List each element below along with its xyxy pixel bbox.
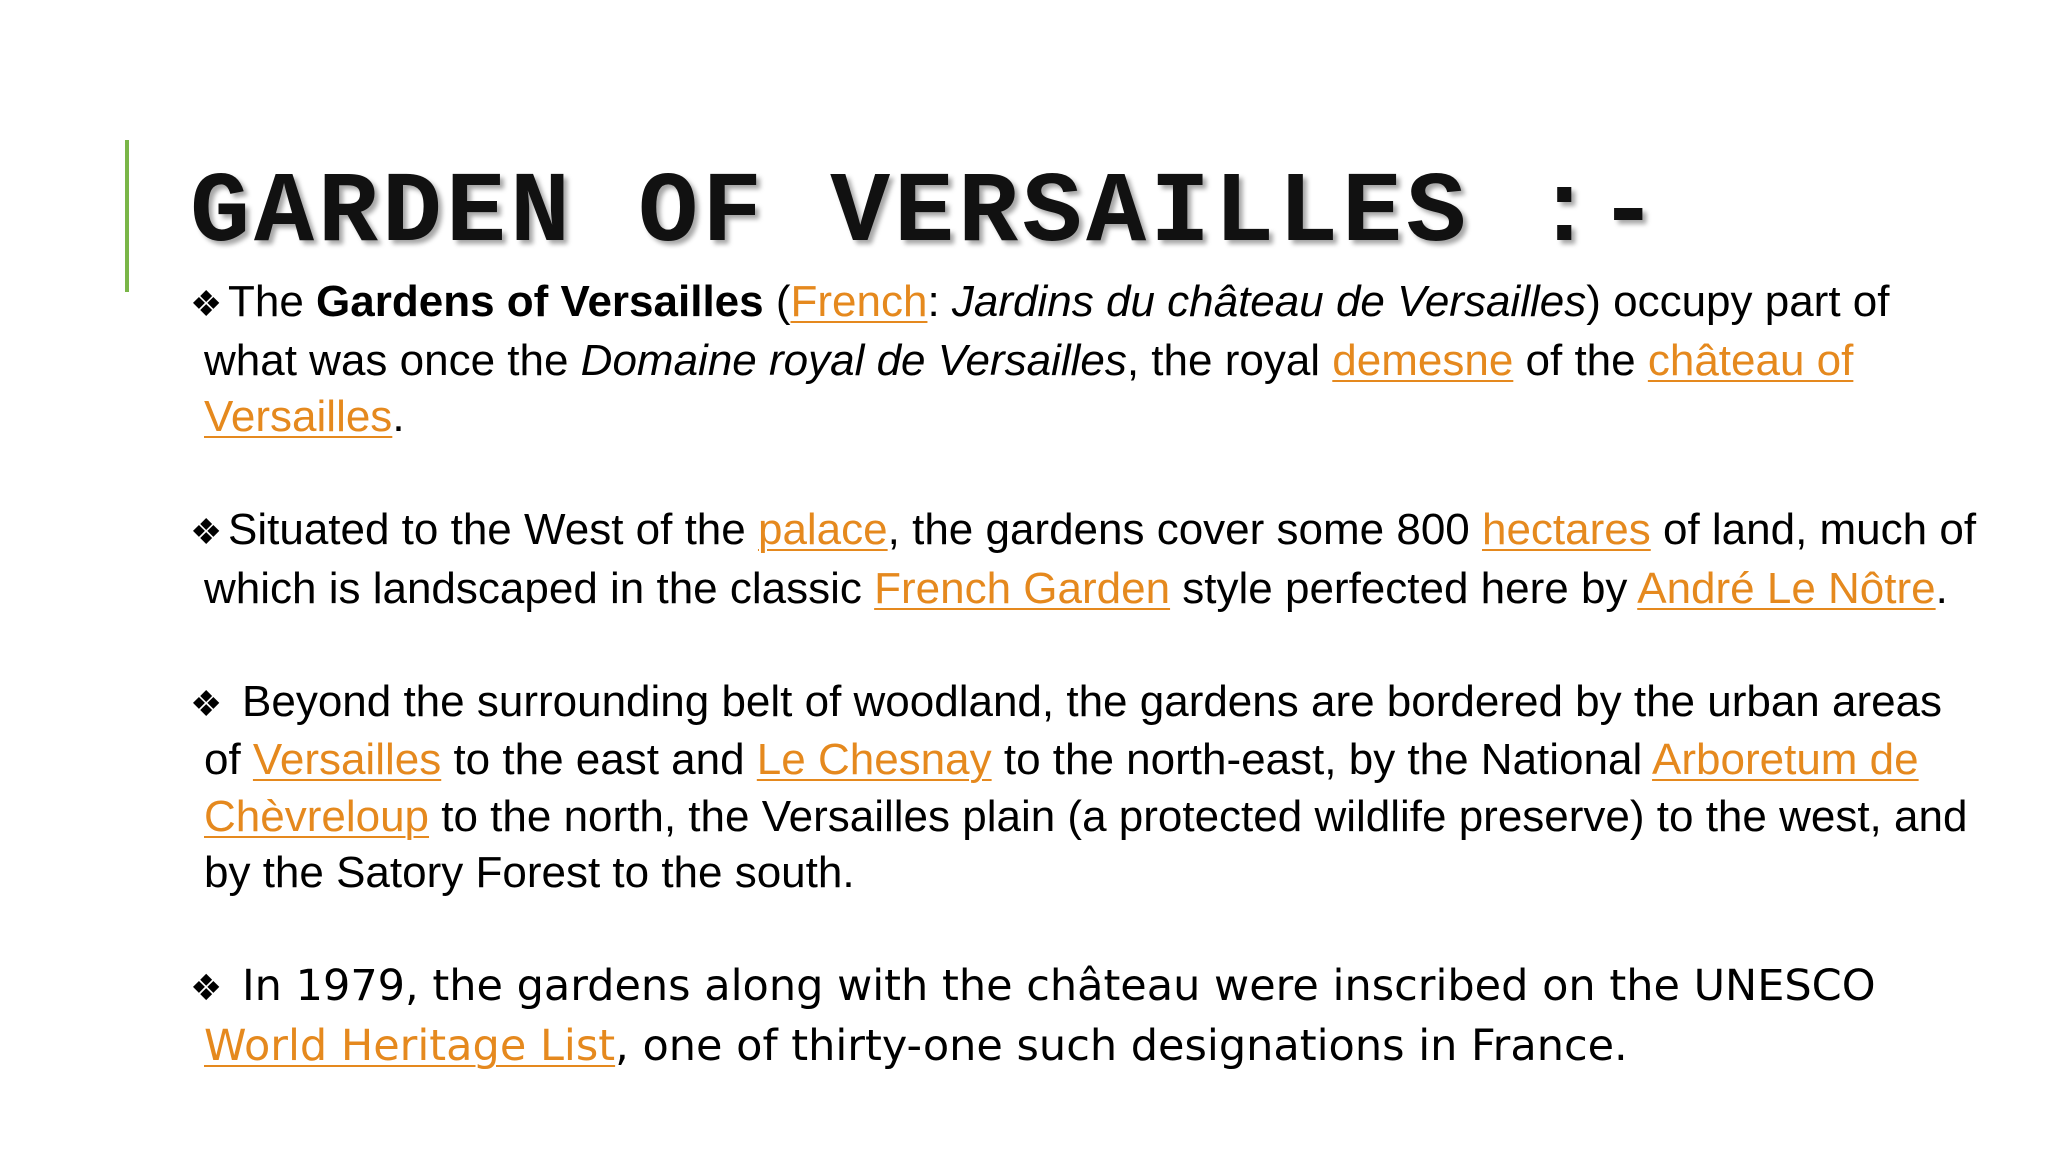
bullet-text: Beyond the surrounding belt of woodland, the gardens are bordered by the urban areas of bbox=[204, 676, 1943, 784]
bullet-text: In 1979, the gardens along with the château were inscribed on the UNESCO bbox=[242, 961, 1876, 1011]
diamond-bullet-icon: ❖ bbox=[190, 511, 223, 552]
bullet-text-bold: Gardens of Versailles bbox=[316, 277, 764, 326]
bullet-item-location bbox=[190, 502, 1990, 617]
bullet-text: ( bbox=[763, 277, 791, 326]
link-world-heritage-list[interactable]: World Heritage List bbox=[204, 1020, 616, 1071]
bullet-text: Situated to the West of the bbox=[228, 505, 758, 554]
link-chateau-of-versailles[interactable]: château of Versailles bbox=[204, 335, 1854, 441]
bullet-list bbox=[190, 274, 1990, 1074]
diamond-bullet-icon: ❖ bbox=[190, 968, 223, 1009]
bullet-text-italic: Domaine royal de Versailles bbox=[580, 335, 1127, 385]
slide-title: GARDEN OF VERSAILLES :- bbox=[190, 158, 1663, 271]
title-accent-bar bbox=[125, 140, 129, 292]
link-versailles[interactable]: Versailles bbox=[252, 735, 442, 784]
link-andre-le-notre[interactable]: André Le Nôtre bbox=[1637, 563, 1936, 613]
bullet-text: , one of thirty-one such designations in France. bbox=[615, 1020, 1628, 1071]
bullet-text: : bbox=[927, 277, 952, 326]
bullet-text: of land, much of which is landscaped in the classic bbox=[204, 505, 1977, 613]
bullet-text: style perfected here by bbox=[1170, 563, 1638, 613]
link-arboretum-de-chevreloup[interactable]: Arboretum de Chèvreloup bbox=[204, 735, 1919, 841]
diamond-bullet-icon: ❖ bbox=[190, 283, 223, 324]
bullet-text: ) occupy part of what was once the bbox=[204, 277, 1890, 385]
bullet-text: The bbox=[228, 277, 317, 326]
bullet-text: , the gardens cover some 800 bbox=[887, 505, 1482, 554]
link-palace[interactable]: palace bbox=[757, 505, 888, 554]
bullet-item-borders bbox=[190, 674, 1990, 902]
link-french-garden[interactable]: French Garden bbox=[874, 563, 1171, 613]
diamond-bullet-icon: ❖ bbox=[190, 682, 223, 724]
bullet-text: . bbox=[392, 392, 405, 441]
bullet-text: . bbox=[1935, 563, 1948, 613]
link-demesne[interactable]: demesne bbox=[1332, 335, 1514, 385]
link-le-chesnay[interactable]: Le Chesnay bbox=[756, 735, 992, 784]
bullet-text: of the bbox=[1513, 335, 1648, 385]
bullet-text: , the royal bbox=[1126, 335, 1333, 385]
link-french[interactable]: French bbox=[790, 277, 928, 326]
bullet-text: to the north, the Versailles plain (a protected wildlife preserve) to the west, and by the Satory Forest to the south. bbox=[204, 791, 1968, 897]
link-hectares[interactable]: hectares bbox=[1481, 505, 1651, 554]
bullet-item-unesco bbox=[190, 958, 1990, 1074]
bullet-text: to the north-east, by the National bbox=[991, 735, 1653, 784]
bullet-text: to the east and bbox=[441, 735, 757, 784]
bullet-text-italic: Jardins du château de Versailles bbox=[951, 277, 1587, 326]
bullet-item-gardens-intro bbox=[190, 274, 1990, 446]
